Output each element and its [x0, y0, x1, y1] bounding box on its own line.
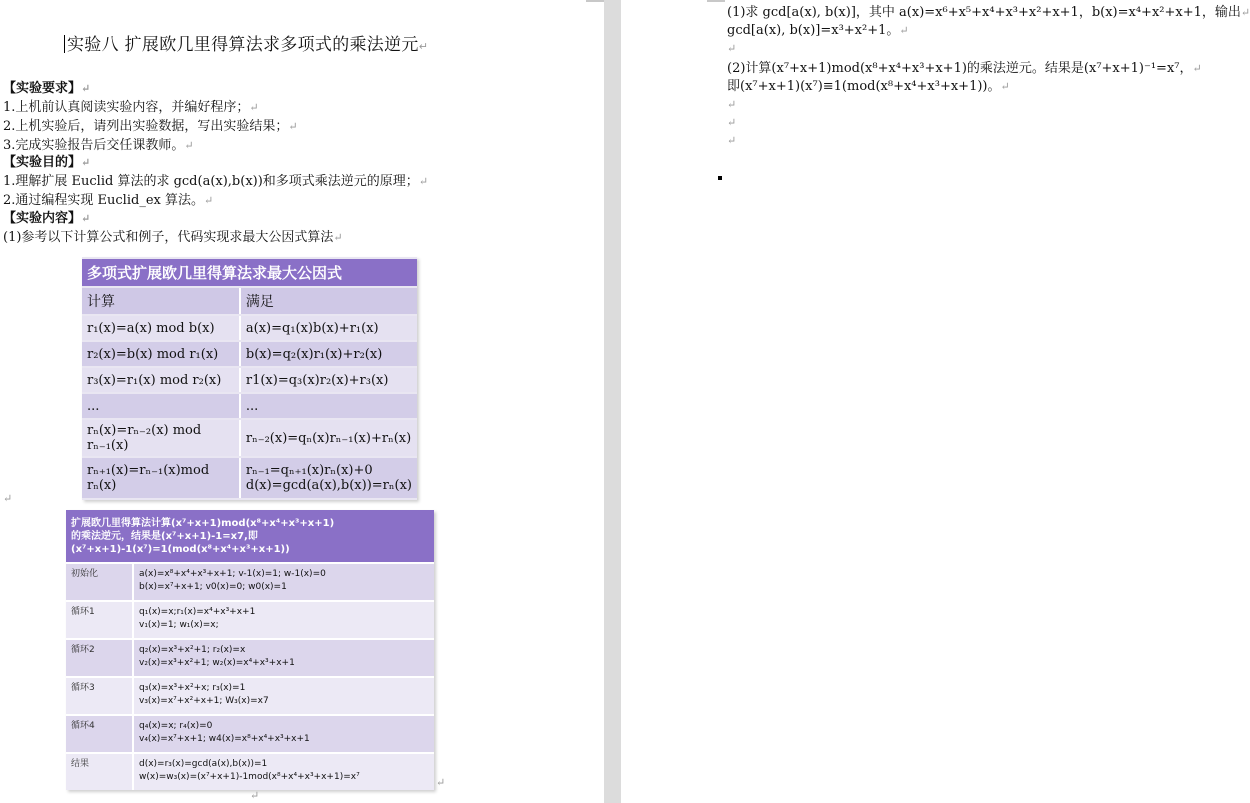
page-corner-mark [707, 0, 725, 2]
row-label: 初始化 [66, 563, 133, 601]
table-row [66, 715, 434, 753]
table2-title-line: 扩展欧几里得算法计算(x⁷+x+1)mod(x⁸+x⁴+x³+x+1) [71, 517, 335, 529]
cell-text: rₙ₊₁(x)=rₙ₋₁(x)mod rₙ(x) [87, 463, 210, 493]
row-label: 循环2 [66, 639, 133, 677]
text-line[interactable] [3, 80, 90, 98]
cell-text: ... [87, 398, 100, 414]
page-corner-mark [586, 0, 604, 2]
table-cell [82, 394, 241, 418]
paragraph-mark: ↵ [727, 98, 737, 111]
paragraph-mark: ↵ [899, 24, 909, 37]
cell-text: q₄(x)=x; r₄(x)=0 [139, 721, 213, 731]
document-page-right [621, 0, 1250, 803]
text-line[interactable] [727, 96, 736, 114]
cell-text: v₁(x)=1; w₁(x)=x; [139, 620, 219, 630]
cell-text: a(x)=x⁸+x⁴+x³+x+1; v-1(x)=1; w-1(x)=0 [139, 569, 326, 579]
text-line[interactable] [3, 192, 213, 210]
cell-text: rₙ₋₂(x)=qₙ(x)rₙ₋₁(x)+rₙ(x) [245, 430, 412, 446]
text-line[interactable] [3, 137, 194, 155]
paragraph-mark: ↵ [288, 120, 298, 133]
line-text: 3.完成实验报告后交任课教师。 [3, 138, 185, 153]
table-row [66, 639, 434, 677]
title-text: 实验八 扩展欧几里得算法求多项式的乘法逆元 [67, 35, 419, 55]
cell-text: rₙ(x)=rₙ₋₂(x) mod rₙ₋₁(x) [87, 423, 202, 453]
paragraph-mark: ↵ [436, 776, 446, 789]
table-cell [133, 639, 434, 677]
table-row [82, 316, 417, 340]
cell-text: ... [245, 398, 259, 414]
table-cell [133, 601, 434, 639]
cell-text: r₃(x)=r₁(x) mod r₂(x) [87, 372, 222, 388]
line-text: 1.理解扩展 Euclid 算法的求 gcd(a(x),b(x))和多项式乘法逆元的原理； [3, 174, 419, 189]
text-line[interactable] [3, 118, 298, 136]
row-label: 循环3 [66, 677, 133, 715]
line-text: 2.上机实验后，请列出实验数据，写出实验结果； [3, 119, 289, 134]
cell-text: b(x)=x⁷+x+1; v0(x)=0; w0(x)=1 [139, 582, 287, 592]
bullet-mark [718, 176, 722, 180]
text-line[interactable] [3, 99, 259, 117]
text-line[interactable] [3, 154, 90, 172]
paragraph-mark: ↵ [1192, 62, 1202, 75]
line-text: 即(x⁷+x+1)(x⁷)≡1(mod(x⁸+x⁴+x³+x+1))。 [727, 79, 1001, 94]
cell-text: a(x)=q₁(x)b(x)+r₁(x) [245, 320, 379, 336]
text-line[interactable] [3, 173, 428, 191]
paragraph-mark: ↵ [333, 231, 343, 244]
table-cell [133, 563, 434, 601]
paragraph-mark: ↵ [1240, 6, 1250, 19]
table-row [66, 601, 434, 639]
line-text: 【实验要求】 [3, 81, 82, 96]
row-label: 循环1 [66, 601, 133, 639]
inverse-example-table [66, 510, 434, 790]
table-cell [241, 420, 417, 456]
paragraph-mark: ↵ [418, 175, 429, 188]
cell-text: q₂(x)=x³+x²+1; r₂(x)=x [139, 645, 246, 655]
cell-text: d(x)=gcd(a(x),b(x))=rₙ(x) [245, 478, 412, 493]
text-line[interactable] [727, 4, 1250, 22]
cell-text: v₃(x)=x⁷+x²+x+1; W₃(x)=x7 [139, 696, 269, 706]
line-text: (1)求 gcd[a(x), b(x)]，其中 a(x)=x⁶+x⁵+x⁴+x³+x²+x+1，b(x)=x⁴+x²+x+1，输出 [727, 5, 1241, 20]
paragraph-mark: ↵ [727, 42, 737, 55]
cell-text: rₙ₋₁=qₙ₊₁(x)rₙ(x)+0 [245, 463, 373, 478]
table-cell [241, 394, 417, 418]
cell-text: q₁(x)=x;r₁(x)=x⁴+x³+x+1 [139, 607, 256, 617]
table-cell [241, 458, 417, 498]
row-label: 循环4 [66, 715, 133, 753]
table-cell [133, 715, 434, 753]
paragraph-mark: ↵ [203, 194, 214, 207]
table1-title: 多项式扩展欧几里得算法求最大公因式 [82, 259, 417, 286]
table-cell [241, 342, 417, 366]
table-row [82, 458, 417, 498]
table-cell [82, 458, 241, 498]
table-cell [82, 342, 241, 366]
table-cell [241, 368, 417, 392]
paragraph-mark: ↵ [81, 82, 91, 95]
gcd-algorithm-table [82, 257, 417, 500]
table-row [66, 563, 434, 601]
line-text: 1.上机前认真阅读实验内容，并编好程序； [3, 100, 250, 115]
paragraph-mark: ↵ [184, 139, 194, 152]
paragraph-mark: ↵ [250, 789, 260, 802]
cell-text: r₁(x)=a(x) mod b(x) [87, 320, 215, 336]
cell-text: r₂(x)=b(x) mod r₁(x) [87, 346, 219, 362]
text-line[interactable] [727, 78, 1010, 96]
text-line[interactable] [727, 22, 909, 40]
table-row [66, 753, 434, 790]
cell-text: v₂(x)=x³+x²+1; w₂(x)=x⁴+x³+x+1 [139, 658, 295, 668]
row-label: 结果 [66, 753, 133, 790]
text-line[interactable] [3, 229, 343, 247]
text-line[interactable] [727, 114, 736, 132]
table-row [82, 368, 417, 392]
table-row [82, 420, 417, 456]
table1-col-header: 计算 [82, 288, 241, 314]
paragraph-mark: ↵ [3, 492, 13, 505]
cell-text: v₄(x)=x⁷+x+1; w4(x)=x⁸+x⁴+x³+x+1 [139, 734, 310, 744]
text-line[interactable] [727, 40, 736, 58]
table-cell [82, 316, 241, 340]
text-line[interactable] [727, 60, 1202, 78]
table-cell [133, 677, 434, 715]
paragraph-mark: ↵ [727, 116, 737, 129]
page-gutter [604, 0, 621, 803]
document-page-left [0, 0, 604, 803]
text-line[interactable] [727, 132, 736, 150]
cell-text: w(x)=w₃(x)=(x⁷+x+1)-1mod(x⁸+x⁴+x³+x+1)=x⁷ [139, 772, 360, 782]
line-text: 【实验内容】 [3, 211, 82, 226]
table2-title [66, 510, 434, 563]
table-row [82, 342, 417, 366]
line-text: (2)计算(x⁷+x+1)mod(x⁸+x⁴+x³+x+1)的乘法逆元。结果是(x⁷+x+1)⁻¹=x⁷， [727, 61, 1193, 76]
paragraph-mark: ↵ [418, 40, 429, 53]
line-text: 2.通过编程实现 Euclid_ex 算法。 [3, 193, 204, 208]
paragraph-mark: ↵ [81, 156, 91, 169]
table-row [66, 677, 434, 715]
paragraph-mark: ↵ [81, 212, 91, 225]
cell-text: d(x)=r₃(x)=gcd(a(x),b(x))=1 [139, 759, 268, 769]
paragraph-mark: ↵ [1000, 80, 1010, 93]
table-cell [82, 368, 241, 392]
table-cell [133, 753, 434, 790]
cell-text: b(x)=q₂(x)r₁(x)+r₂(x) [245, 346, 383, 362]
table-row [82, 394, 417, 418]
text-cursor [64, 35, 65, 53]
paragraph-mark: ↵ [727, 134, 737, 147]
line-text: 【实验目的】 [3, 155, 82, 170]
line-text: (1)参考以下计算公式和例子，代码实现求最大公因式算法 [3, 230, 334, 245]
cell-text: q₃(x)=x³+x²+x; r₃(x)=1 [139, 683, 246, 693]
line-text: gcd[a(x), b(x)]=x³+x²+1。 [727, 23, 900, 38]
text-line[interactable] [3, 210, 90, 228]
table1-col-header: 满足 [241, 288, 417, 314]
table-cell [82, 420, 241, 456]
document-title[interactable] [64, 30, 428, 55]
paragraph-mark: ↵ [249, 101, 259, 114]
table-cell [241, 316, 417, 340]
cell-text: r1(x)=q₃(x)r₂(x)+r₃(x) [245, 372, 389, 388]
table2-title-line: 的乘法逆元，结果是(x⁷+x+1)-1=x7,即(x⁷+x+1)-1(x⁷)=1(mod(x⁸+x⁴+x³+x+1)) [71, 530, 290, 555]
